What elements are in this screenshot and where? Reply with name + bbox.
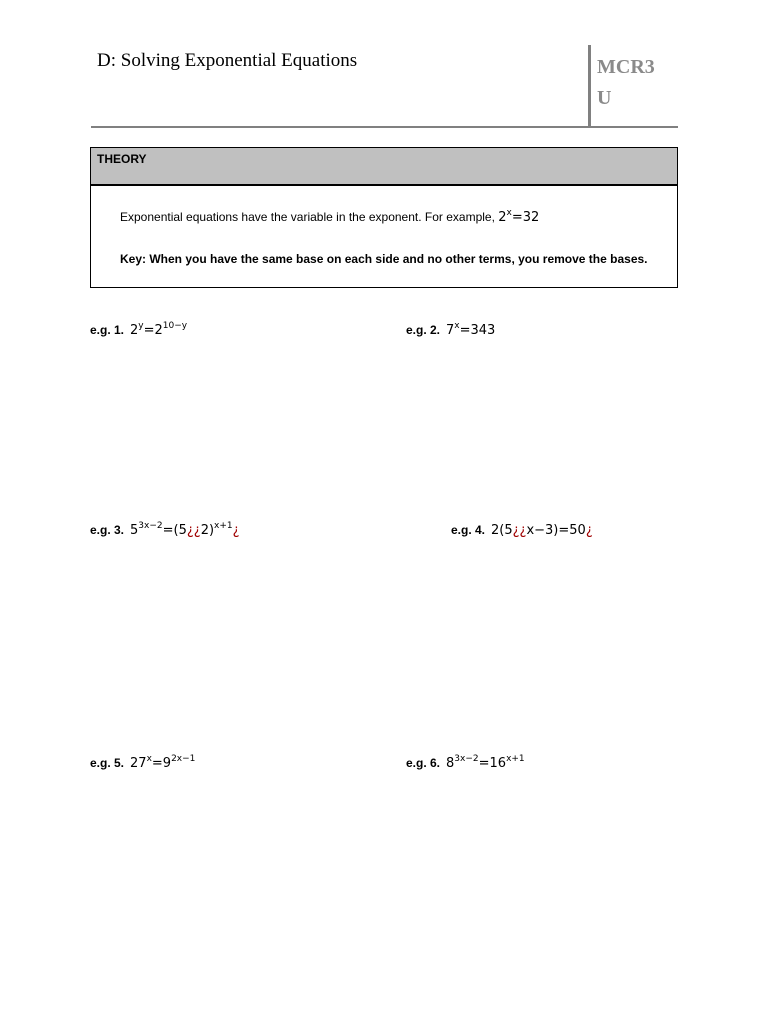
example-4 <box>451 523 593 538</box>
example-2 <box>406 323 495 338</box>
e2-base: 7 <box>446 323 455 338</box>
course-code: MCR3 U <box>597 56 655 109</box>
e6-exp2: x+1 <box>506 754 525 764</box>
example-6-equation <box>446 756 525 771</box>
example-4-label: e.g. 4. <box>451 523 486 537</box>
example-5 <box>90 756 195 771</box>
example-6-label: e.g. 6. <box>406 756 441 770</box>
e3-exp2: x+1 <box>214 521 233 531</box>
example-3 <box>90 523 240 538</box>
e3-glyph2: ¿ <box>232 523 240 538</box>
e3-glyph1: ¿¿ <box>186 523 201 538</box>
e1-exp1: y <box>138 321 144 331</box>
e1-exp2: 10−y <box>162 321 188 331</box>
e1-base: 2 <box>130 323 139 338</box>
theory-example-equation <box>498 210 539 225</box>
example-exponent: x <box>506 208 512 218</box>
example-base: 2 <box>498 210 507 225</box>
example-1-equation <box>130 323 187 338</box>
e5-mid: =9 <box>151 756 172 771</box>
e6-base: 8 <box>446 756 455 771</box>
example-6 <box>406 756 525 771</box>
example-2-label: e.g. 2. <box>406 323 441 337</box>
e3-base: 5 <box>130 523 139 538</box>
e6-mid: =16 <box>478 756 507 771</box>
e4-glyph1: ¿¿ <box>512 523 527 538</box>
e3-exp1: 3x−2 <box>138 521 163 531</box>
theory-intro <box>120 210 539 225</box>
e3-mid1: =(5 <box>162 523 187 538</box>
example-5-label: e.g. 5. <box>90 756 125 770</box>
theory-heading: THEORY <box>91 148 677 186</box>
example-2-equation <box>446 323 495 338</box>
e2-rhs: =343 <box>459 323 496 338</box>
e1-mid: =2 <box>143 323 163 338</box>
e4-mid: x−3)=50 <box>526 523 586 538</box>
header-horizontal-divider <box>91 126 678 128</box>
theory-box <box>90 147 678 288</box>
e5-base: 27 <box>130 756 147 771</box>
example-rhs: =32 <box>511 210 540 225</box>
e5-exp2: 2x−1 <box>171 754 196 764</box>
e3-mid2: 2) <box>200 523 215 538</box>
theory-intro-text: Exponential equations have the variable in the exponent. For example, <box>120 210 495 224</box>
example-3-label: e.g. 3. <box>90 523 125 537</box>
e5-exp1: x <box>146 754 152 764</box>
page-title: D: Solving Exponential Equations <box>97 50 358 71</box>
example-4-equation <box>491 523 593 538</box>
e4-pre: 2(5 <box>491 523 513 538</box>
e2-exp1: x <box>454 321 460 331</box>
theory-key: Key: When you have the same base on each side and no other terms, you remove the bases. <box>120 252 648 266</box>
e6-exp1: 3x−2 <box>454 754 479 764</box>
header-vertical-divider <box>588 45 591 128</box>
example-1-label: e.g. 1. <box>90 323 125 337</box>
example-1 <box>90 323 187 338</box>
example-5-equation <box>130 756 195 771</box>
e4-glyph2: ¿ <box>585 523 593 538</box>
example-3-equation <box>130 523 240 538</box>
